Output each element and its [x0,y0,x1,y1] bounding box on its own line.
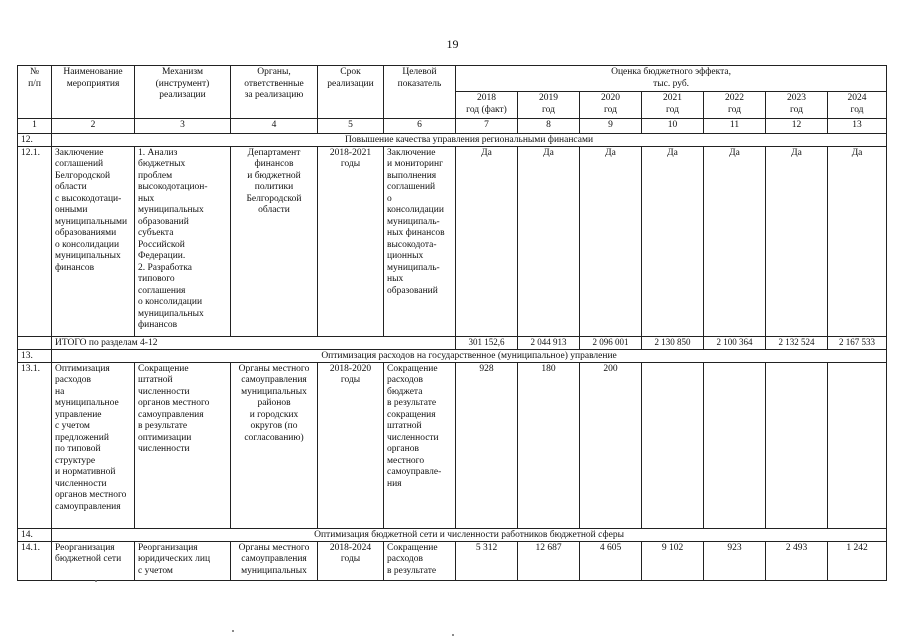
column-number: 2 [52,119,135,134]
section-title: Оптимизация бюджетной сети и численности работников бюджетной сферы [52,528,887,541]
table-row [18,146,887,336]
header-organs: Органы, ответственные за реализацию [231,66,318,119]
column-number: 8 [518,119,580,134]
effect-value [766,362,828,528]
effect-value: Да [828,146,887,336]
header-target: Целевой показатель [384,66,456,119]
header-year: 2024 год [828,92,887,119]
effect-value: 2 493 [766,541,828,580]
header-budget-effect: Оценка бюджетного эффекта, тыс. руб. [456,66,887,92]
header-year: 2020 год [580,92,642,119]
effect-value: Да [456,146,518,336]
header-number: № п/п [18,66,52,119]
measure-term: 2018-2021 годы [318,146,384,336]
column-number: 13 [828,119,887,134]
row-number: 12.1. [18,146,52,336]
header-year: 2019 год [518,92,580,119]
measure-term: 2018-2020 годы [318,362,384,528]
measure-name: Реорганизация бюджетной сети [52,541,135,580]
measure-target: Сокращение расходов бюджета в результате сокращения штатной численности органов местного самоуправле- ния [384,362,456,528]
effect-value: 180 [518,362,580,528]
section-number: 12. [18,133,52,146]
section-number: 13. [18,349,52,362]
column-number: 4 [231,119,318,134]
effect-value [828,362,887,528]
total-value: 2 044 913 [518,336,580,349]
scan-speck [232,630,234,632]
section-number: 14. [18,528,52,541]
measure-organs: Органы местного самоуправления муниципальных [231,541,318,580]
column-number: 6 [384,119,456,134]
column-number: 9 [580,119,642,134]
column-number: 10 [642,119,704,134]
header-year: 2023 год [766,92,828,119]
row-number: 14.1. [18,541,52,580]
measure-name: Заключение соглашений Белгородской области с высокодотаци- онными муниципальными образованиями о консолидации муниципальных финансов [52,146,135,336]
effect-value: 12 687 [518,541,580,580]
column-number: 3 [135,119,231,134]
header-name: Наименование мероприятия [52,66,135,119]
effect-value: 1 242 [828,541,887,580]
effect-value: Да [704,146,766,336]
total-value: 2 167 533 [828,336,887,349]
measure-target: Сокращение расходов в результате [384,541,456,580]
effect-value: 9 102 [642,541,704,580]
table-row [18,362,887,528]
section-header-13 [18,349,887,362]
measure-term: 2018-2024 годы [318,541,384,580]
total-value: 2 132 524 [766,336,828,349]
total-label: ИТОГО по разделам 4-12 [52,336,456,349]
measure-target: Заключение и мониторинг выполнения соглашений о консолидации муниципаль- ных финансов высокодота- ционных муниципаль- ных образований [384,146,456,336]
total-value: 301 152,6 [456,336,518,349]
header-year: 2021 год [642,92,704,119]
column-number: 7 [456,119,518,134]
effect-value: 4 605 [580,541,642,580]
column-number: 5 [318,119,384,134]
effect-value [704,362,766,528]
effect-value: Да [580,146,642,336]
table-row [18,541,887,580]
total-value: 2 100 364 [704,336,766,349]
measure-mechanism: 1. Анализ бюджетных проблем высокодотацион- ных муниципальных образований субъекта Российской Федерации. 2. Разработка типового соглашения о консолидации муниципальных финансов [135,146,231,336]
measure-name: Оптимизация расходов на муниципальное управление с учетом предложений по типовой структуре и нормативной численности органов местного самоуправления [52,362,135,528]
measure-mechanism: Реорганизация юридических лиц с учетом [135,541,231,580]
header-mechanism: Механизм (инструмент) реализации [135,66,231,119]
measure-organs: Органы местного самоуправления муниципальных районов и городских округов (по согласованию) [231,362,318,528]
section-title: Повышение качества управления региональными финансами [52,133,887,146]
effect-value: Да [642,146,704,336]
column-number: 11 [704,119,766,134]
effect-value: 928 [456,362,518,528]
effect-value: 200 [580,362,642,528]
effect-value: 5 312 [456,541,518,580]
total-value: 2 096 001 [580,336,642,349]
total-row [18,336,887,349]
budget-measures-table [17,65,887,581]
scan-speck [452,634,454,636]
header-year: 2022 год [704,92,766,119]
scan-speck [95,580,97,582]
measure-organs: Департамент финансов и бюджетной политики Белгородской области [231,146,318,336]
effect-value: 923 [704,541,766,580]
header-row [18,66,887,92]
row-number: 13.1. [18,362,52,528]
column-numbers-row [18,119,887,134]
effect-value: Да [766,146,828,336]
header-year: 2018 год (факт) [456,92,518,119]
header-term: Срок реализации [318,66,384,119]
section-header-12 [18,133,887,146]
measure-mechanism: Сокращение штатной численности органов местного самоуправления в результате оптимизации численности [135,362,231,528]
section-header-14 [18,528,887,541]
total-value: 2 130 850 [642,336,704,349]
page-number: 19 [446,37,459,51]
column-number: 1 [18,119,52,134]
section-title: Оптимизация расходов на государственное (муниципальное) управление [52,349,887,362]
effect-value: Да [518,146,580,336]
effect-value [642,362,704,528]
column-number: 12 [766,119,828,134]
